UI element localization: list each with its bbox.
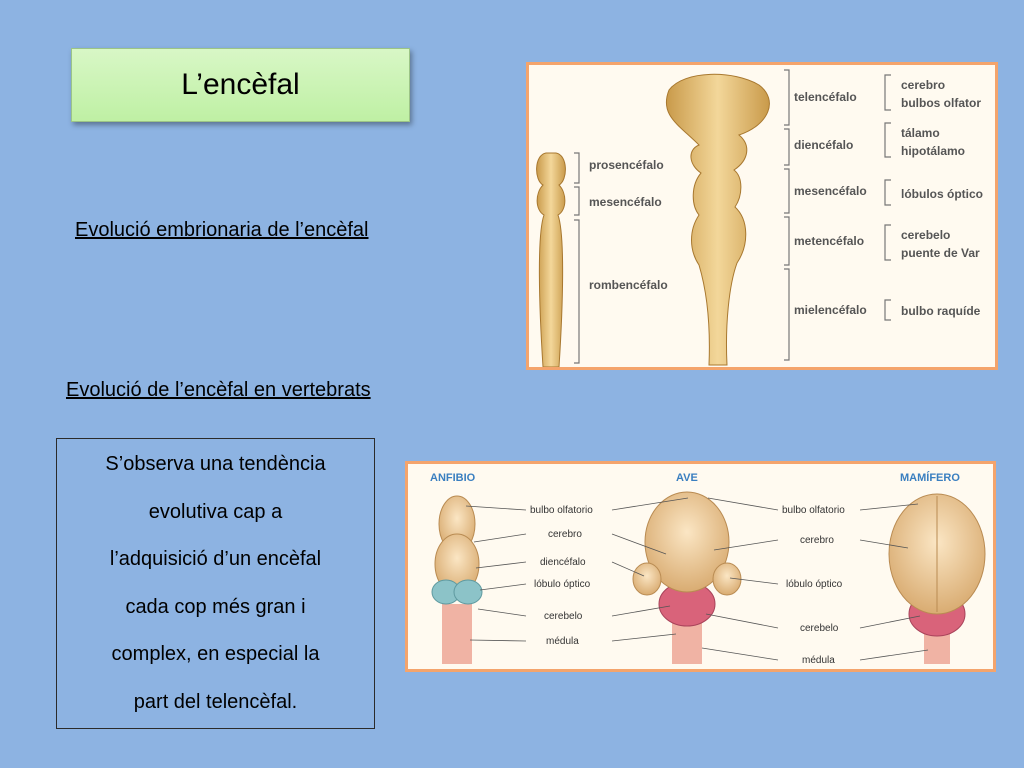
vertebrate-brains-illustration: [408, 464, 993, 669]
species-anfibio: ANFIBIO: [430, 472, 476, 484]
label-diencefalo: diencéfalo: [794, 138, 854, 152]
label-medula-left: médula: [546, 636, 579, 647]
description-line: evolutiva cap a: [148, 500, 283, 523]
description-text: [91, 441, 339, 726]
description-line: S’observa una tendència: [105, 453, 326, 475]
label-hipotalamo: hipotálamo: [901, 144, 966, 158]
species-mamifero: MAMÍFERO: [900, 472, 960, 484]
three-vesicle-brain: [537, 153, 566, 367]
species-ave: AVE: [676, 472, 698, 484]
label-bulbo-raquideo: bulbo raquíde: [901, 304, 981, 318]
label-medula-right: médula: [802, 655, 835, 666]
bird-brain: [633, 492, 741, 664]
label-cerebelo: cerebelo: [901, 228, 951, 242]
five-vesicle-brain: [666, 74, 769, 365]
title-box: [71, 48, 410, 122]
label-mesencefalo: mesencéfalo: [589, 195, 662, 209]
label-cerebro: cerebro: [901, 78, 946, 92]
label-diencefalo-left: diencéfalo: [540, 557, 586, 568]
label-mielencefalo: mielencéfalo: [794, 303, 867, 317]
label-lobulo-optico-right: lóbulo óptico: [786, 579, 843, 590]
label-metencefalo: metencéfalo: [794, 234, 865, 248]
heading-embryonic: Evolució embrionaria de l’encèfal: [75, 219, 369, 241]
heading-vertebrates: Evolució de l’encèfal en vertebrats: [66, 379, 371, 401]
label-cerebelo-left: cerebelo: [544, 611, 583, 622]
label-bulbos-olfatorios: bulbos olfator: [901, 96, 981, 110]
label-talamo: tálamo: [901, 126, 940, 140]
label-mesencefalo-2: mesencéfalo: [794, 184, 867, 198]
description-line: l’adquisició d’un encèfal: [109, 548, 322, 570]
vertebrate-labels-right: [782, 505, 845, 666]
description-line: part del telencèfal.: [133, 690, 298, 713]
embryonic-brain-illustration: [529, 65, 995, 367]
label-lobulo-optico-left: lóbulo óptico: [534, 579, 591, 590]
label-cerebro-right: cerebro: [800, 535, 834, 546]
label-telencefalo: telencéfalo: [794, 90, 857, 104]
label-cerebelo-right: cerebelo: [800, 623, 839, 634]
label-bulbo-olfatorio-right: bulbo olfatorio: [782, 505, 845, 516]
mammal-brain: [889, 494, 985, 664]
label-lobulos-opticos: lóbulos óptico: [901, 187, 983, 201]
label-puente-varolio: puente de Var: [901, 246, 980, 260]
vertebrate-labels-left: [530, 505, 593, 647]
label-cerebro-left: cerebro: [548, 529, 582, 540]
description-box: [56, 438, 375, 729]
label-bulbo-olfatorio-left: bulbo olfatorio: [530, 505, 593, 516]
label-prosencefalo: prosencéfalo: [589, 158, 664, 172]
amphibian-brain: [432, 496, 482, 664]
slide-title: L’encèfal: [181, 68, 300, 101]
label-rombencefalo: rombencéfalo: [589, 278, 668, 292]
stage-labels: [589, 78, 983, 318]
vertebrate-brains-figure: [405, 461, 996, 672]
description-line: cada cop més gran i: [125, 595, 306, 618]
embryonic-brain-figure: [526, 62, 998, 370]
description-line: complex, en especial la: [111, 643, 320, 665]
